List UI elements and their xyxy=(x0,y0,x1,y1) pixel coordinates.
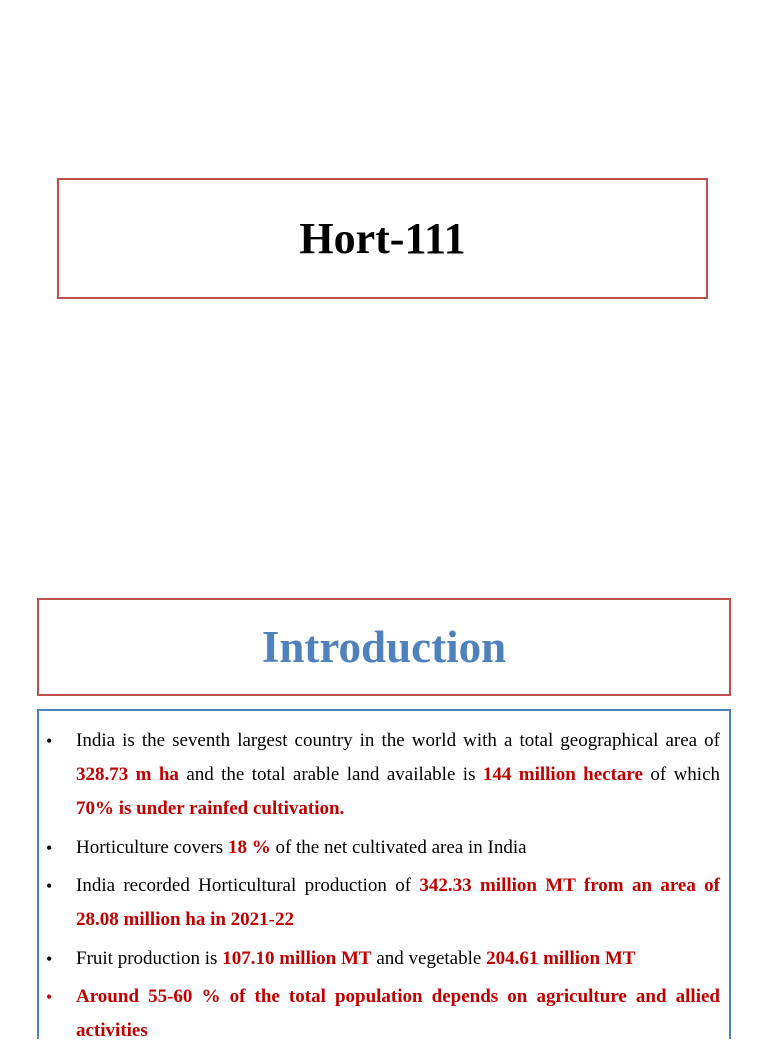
bullet-dot-icon: • xyxy=(46,876,53,896)
bullet-highlight: 144 million hectare xyxy=(482,764,643,785)
bullet-highlight: Around 55-60 % of the total population depends on agriculture and allied activities xyxy=(76,986,720,1041)
bullet-dot-icon: • xyxy=(46,987,53,1007)
section-heading: Introduction xyxy=(261,622,507,672)
bullet-text: India recorded Horticultural production of xyxy=(76,875,420,896)
bullet-text: Horticulture covers xyxy=(76,836,228,858)
bullet-dot-icon: • xyxy=(46,731,53,751)
bullet-item xyxy=(39,942,720,976)
bullet-text: and the total arable land available is xyxy=(178,764,483,785)
content-box xyxy=(37,709,731,1039)
bullet-highlight: 204.61 million MT xyxy=(486,947,636,969)
title-slide-box xyxy=(57,178,708,299)
bullet-dot-icon: • xyxy=(46,948,53,969)
bullet-highlight: 18 % xyxy=(227,836,271,858)
bullet-highlight: 70% is under rainfed cultivation. xyxy=(76,798,345,819)
slide-title: Hort-111 xyxy=(299,214,466,263)
bullet-item xyxy=(39,869,720,937)
bullet-text: Fruit production is xyxy=(76,947,223,969)
bullet-text: India is the seventh largest country in the world with a total geographical area of xyxy=(76,730,720,751)
bullet-highlight: 107.10 million MT xyxy=(222,947,372,969)
bullet-highlight: 342.33 million MT from an area of 28.08 million ha in 2021-22 xyxy=(76,875,720,930)
bullet-text: and vegetable xyxy=(371,947,487,969)
bullet-text: of which xyxy=(642,764,720,785)
bullet-text: of the net cultivated area in India xyxy=(270,836,527,858)
bullet-item xyxy=(39,724,720,826)
bullet-item xyxy=(39,831,720,865)
heading-box xyxy=(37,598,731,696)
bullet-list xyxy=(39,711,729,1048)
bullet-highlight: 328.73 m ha xyxy=(76,764,179,785)
bullet-dot-icon: • xyxy=(46,837,53,858)
bullet-item xyxy=(39,980,720,1048)
